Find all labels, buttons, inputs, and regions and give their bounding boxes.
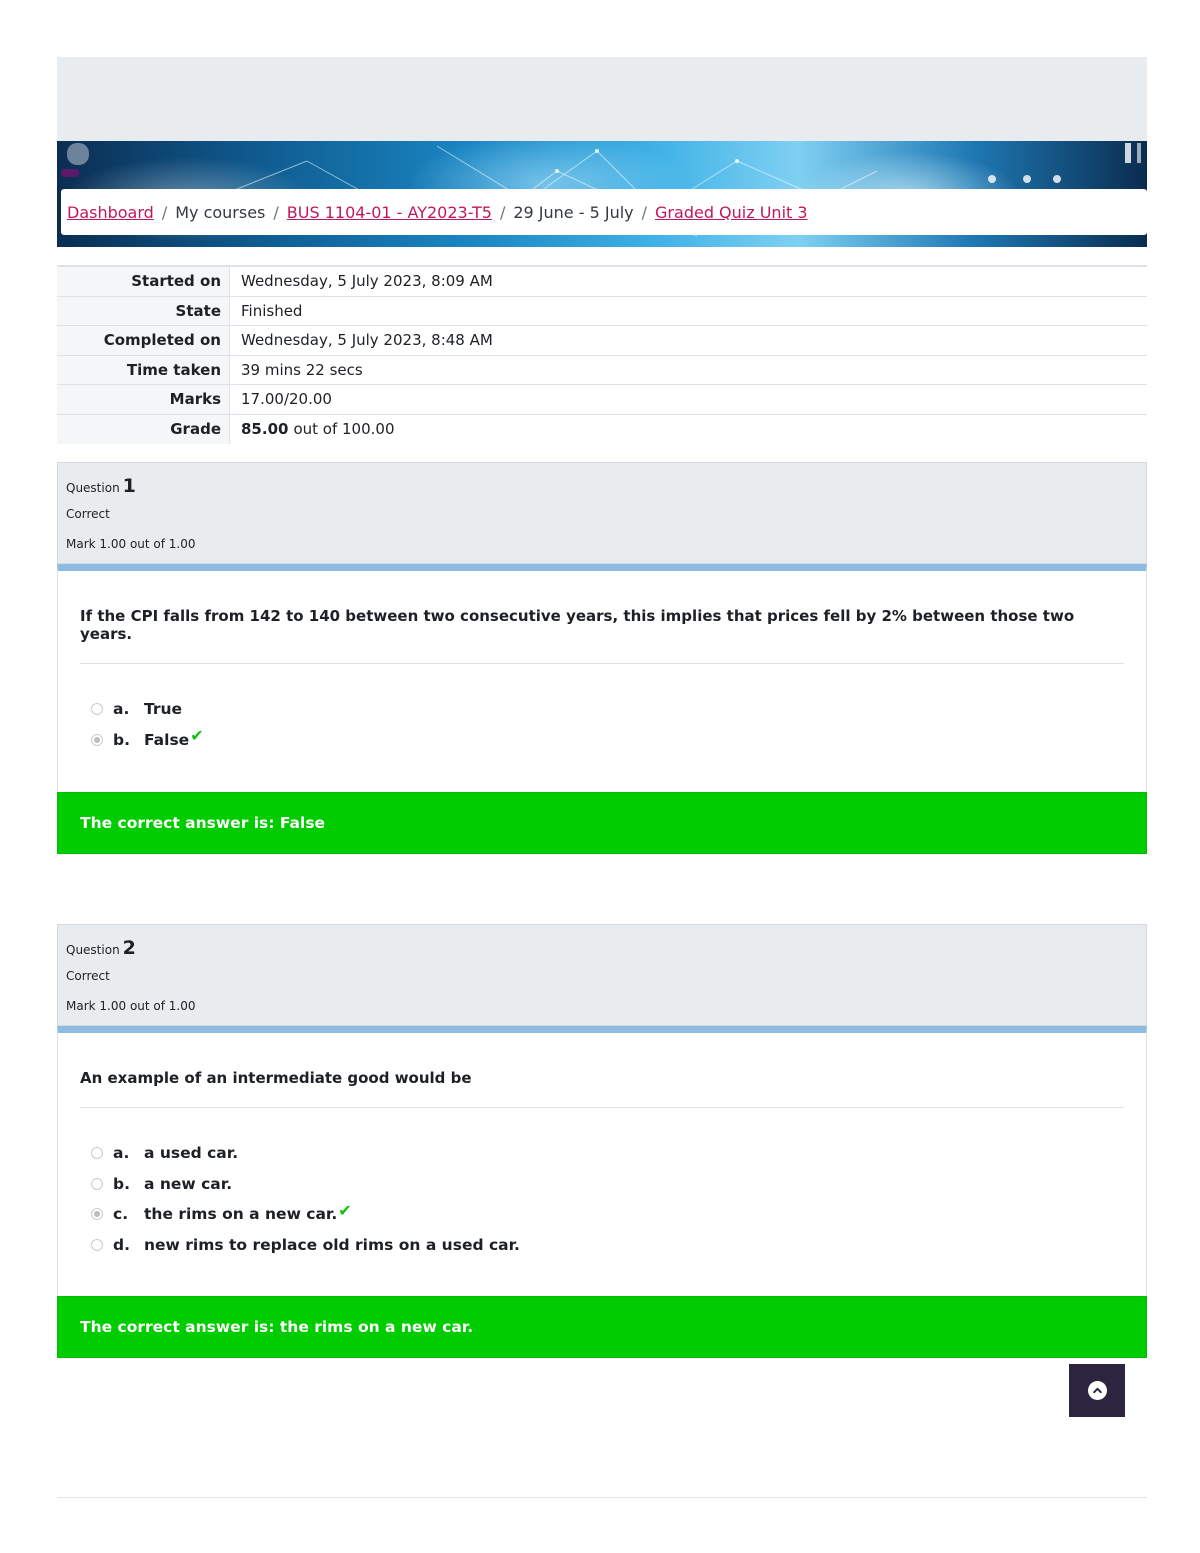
question-state: Correct [66,507,110,521]
summary-row-started [57,267,1147,297]
summary-label: Marks [169,390,221,409]
summary-row-marks [57,385,1147,415]
summary-row-time [57,356,1147,386]
answer-option-d[interactable] [80,1230,1124,1261]
breadcrumb-separator: / [641,202,648,222]
answer-text: the rims on a new car. [144,1205,338,1224]
course-banner [57,141,1147,247]
breadcrumb-dashboard[interactable]: Dashboard [67,202,154,222]
radio-button[interactable] [91,1208,103,1220]
chevron-up-icon [1088,1381,1107,1400]
answer-letter: b. [113,730,130,749]
answer-letter: a. [113,700,130,719]
breadcrumb-week: 29 June - 5 July [513,202,634,222]
radio-button[interactable] [91,734,103,746]
answer-option-b[interactable] [80,1169,1124,1200]
answer-list [80,664,1124,792]
question-number: Question 1 [66,475,136,497]
summary-value: Wednesday, 5 July 2023, 8:09 AM [229,267,1147,296]
correct-answer-feedback: The correct answer is: the rims on a new car. [57,1296,1147,1358]
breadcrumb-separator: / [273,202,279,222]
back-to-top-button[interactable] [1069,1364,1125,1417]
question-grade: Mark 1.00 out of 1.00 [66,999,196,1013]
question-2 [57,924,1147,1358]
radio-button[interactable] [91,1178,103,1190]
page-header-band [57,57,1147,141]
answer-letter: d. [113,1235,130,1254]
grade-out-of: out of 100.00 [293,420,395,439]
breadcrumb-separator: / [499,202,506,222]
breadcrumb [61,189,1147,235]
question-number: Question 2 [66,937,136,959]
breadcrumb-course[interactable]: BUS 1104-01 - AY2023-T5 [286,202,492,222]
summary-row-state [57,297,1147,327]
radio-button[interactable] [91,703,103,715]
summary-label: Started on [131,272,221,291]
breadcrumb-quiz[interactable]: Graded Quiz Unit 3 [655,202,808,222]
quiz-review-page [57,57,1147,1358]
attempt-summary-table [57,265,1147,444]
answer-text: True [144,700,183,719]
summary-value: 17.00/20.00 [229,385,1147,414]
summary-value: Wednesday, 5 July 2023, 8:48 AM [229,326,1147,355]
check-icon: ✔ [190,726,204,746]
summary-label: Grade [170,420,221,439]
footer-divider [57,1497,1147,1498]
summary-row-grade [57,415,1147,445]
breadcrumb-my-courses: My courses [175,202,266,222]
question-state: Correct [66,969,110,983]
answer-text: new rims to replace old rims on a used car. [144,1235,520,1254]
summary-value: Finished [229,297,1147,326]
banner-tag [61,169,79,177]
radio-button[interactable] [91,1147,103,1159]
answer-text: False [144,730,190,749]
answer-text: a used car. [144,1144,239,1163]
answer-text: a new car. [144,1174,233,1193]
question-content [57,1026,1147,1296]
answer-option-c[interactable] [80,1199,1124,1230]
question-content [57,564,1147,792]
question-grade: Mark 1.00 out of 1.00 [66,537,196,551]
question-info [57,924,1147,1026]
check-icon: ✔ [338,1200,352,1220]
question-text: An example of an intermediate good would be [80,1033,1124,1108]
breadcrumb-separator: / [161,202,168,222]
correct-answer-feedback: The correct answer is: False [57,792,1147,854]
answer-letter: c. [113,1205,129,1224]
summary-label: Time taken [126,360,221,379]
summary-value [229,415,1147,445]
summary-value: 39 mins 22 secs [229,356,1147,385]
answer-list [80,1108,1124,1296]
summary-row-completed [57,326,1147,356]
question-1 [57,462,1147,854]
answer-option-a[interactable] [80,694,1124,725]
grade-score: 85.00 [241,420,289,439]
answer-letter: a. [113,1144,130,1163]
question-text: If the CPI falls from 142 to 140 between two consecutive years, this implies that prices fell by 2% between those two years. [80,571,1124,664]
answer-option-b[interactable] [80,725,1124,756]
question-info [57,462,1147,564]
radio-button[interactable] [91,1239,103,1251]
answer-letter: b. [113,1174,130,1193]
answer-option-a[interactable] [80,1138,1124,1169]
summary-label: Completed on [103,331,221,350]
summary-label: State [175,301,221,320]
